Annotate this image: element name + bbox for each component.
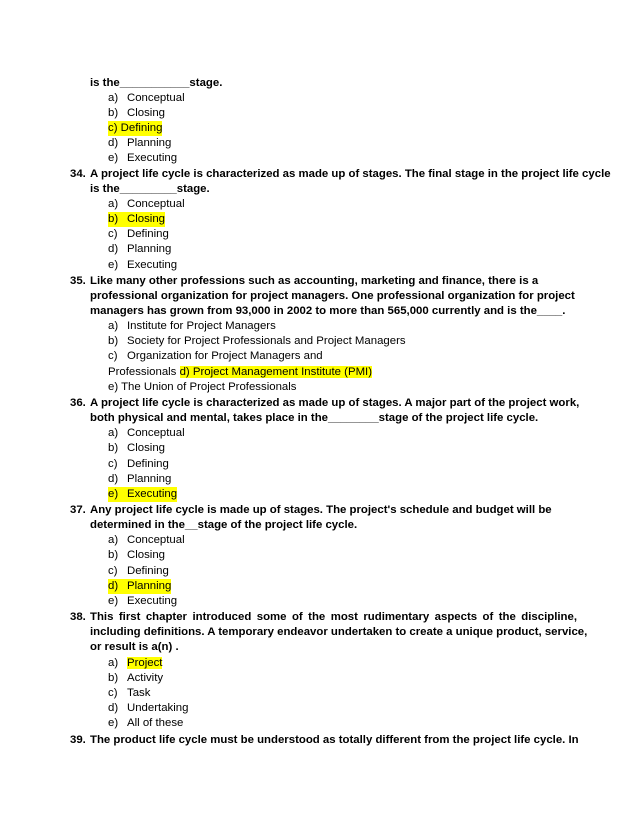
q35-stem-line3: managers has grown from 93,000 in 2002 to more than 565,000 currently and is the____. bbox=[90, 305, 566, 317]
q37-option-d-answer: d) Planning bbox=[108, 580, 172, 592]
q37-option-b: b) Closing bbox=[108, 549, 165, 561]
q38-stem-line2: including definitions. A temporary endeavor undertaken to create a unique product, service, bbox=[90, 626, 588, 638]
q34-option-c: c) Defining bbox=[108, 228, 169, 240]
q35-option-a: a) Institute for Project Managers bbox=[108, 320, 276, 332]
q37-option-e: e) Executing bbox=[108, 595, 178, 607]
q34-option-e: e) Executing bbox=[108, 259, 178, 271]
q38-number: 38. bbox=[70, 611, 86, 623]
q35-option-c: c) Organization for Project Managers and bbox=[108, 350, 323, 362]
q34-option-b-answer: b) Closing bbox=[108, 213, 165, 225]
q38-stem-line3: or result is a(n) . bbox=[90, 641, 179, 653]
q33-option-a: a) Conceptual bbox=[108, 92, 185, 104]
q35-option-b: b) Society for Project Professionals and Project Managers bbox=[108, 335, 406, 347]
q34-option-a: a) Conceptual bbox=[108, 198, 185, 210]
q36-number: 36. bbox=[70, 397, 86, 409]
q36-stem-line1: A project life cycle is characterized as made up of stages. A major part of the project work, bbox=[90, 397, 580, 409]
q33-option-d: d) Planning bbox=[108, 137, 172, 149]
q39-number: 39. bbox=[70, 734, 86, 746]
q35-option-d-answer: d) Project Management Institute (PMI) bbox=[179, 366, 373, 378]
q37-stem-line1: Any project life cycle is made up of stages. The project's schedule and budget will be bbox=[90, 504, 552, 516]
q35-option-e: e) The Union of Project Professionals bbox=[108, 381, 297, 393]
q37-stem-line2: determined in the__stage of the project life cycle. bbox=[90, 519, 358, 531]
q34-option-d: d) Planning bbox=[108, 243, 172, 255]
q34-stem-line2: is the_________stage. bbox=[90, 183, 210, 195]
q36-option-e-answer: e) Executing bbox=[108, 488, 178, 500]
q33-stem-line: is the___________stage. bbox=[90, 77, 223, 89]
q36-stem-line2: both physical and mental, takes place in the________stage of the project life cycle. bbox=[90, 412, 539, 424]
q34-stem-line1: A project life cycle is characterized as made up of stages. The final stage in the project life cycle bbox=[90, 168, 611, 180]
q35-stem-line2: professional organization for project managers. One professional organization for project bbox=[90, 290, 575, 302]
q38-option-e: e) All of these bbox=[108, 717, 184, 729]
q36-option-c: c) Defining bbox=[108, 458, 169, 470]
q38-option-c: c) Task bbox=[108, 687, 151, 699]
q36-option-b: b) Closing bbox=[108, 442, 165, 454]
q38-option-b: b) Activity bbox=[108, 672, 164, 684]
q39-stem-line1: The product life cycle must be understood as totally different from the project life cycle. In bbox=[90, 734, 579, 746]
q33-option-b: b) Closing bbox=[108, 107, 165, 119]
q36-option-d: d) Planning bbox=[108, 473, 172, 485]
q37-number: 37. bbox=[70, 504, 86, 516]
q35-number: 35. bbox=[70, 275, 86, 287]
q37-option-a: a) Conceptual bbox=[108, 534, 185, 546]
q33-option-e: e) Executing bbox=[108, 152, 178, 164]
q35-stem-line1: Like many other professions such as accounting, marketing and finance, there is a bbox=[90, 275, 539, 287]
q36-option-a: a) Conceptual bbox=[108, 427, 185, 439]
q38-option-d: d) Undertaking bbox=[108, 702, 189, 714]
q33-option-c-answer: c) Defining bbox=[108, 122, 163, 134]
q37-option-c: c) Defining bbox=[108, 565, 169, 577]
q34-number: 34. bbox=[70, 168, 86, 180]
q38-stem-line1: This first chapter introduced some of the most rudimentary aspects of the discipline, bbox=[90, 611, 577, 623]
q35-option-c-cont-and-d: Professionals d) Project Management Institute (PMI) bbox=[108, 366, 373, 378]
q38-option-a-answer: a) Project bbox=[108, 657, 163, 669]
